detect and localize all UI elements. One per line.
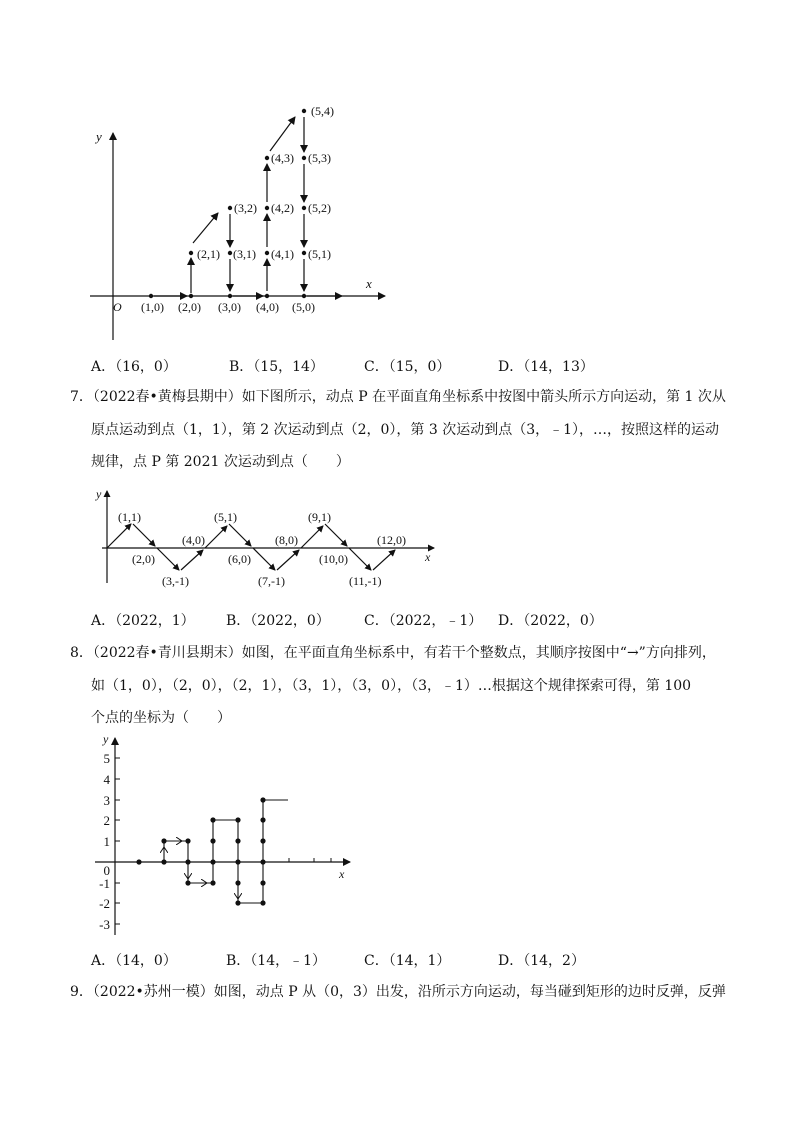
point-label: (7,-1) <box>258 574 285 588</box>
point-label: (8,0) <box>275 533 298 547</box>
option-b[interactable]: B．（14，﹣1） <box>226 953 327 969</box>
option-a[interactable]: A．（14，0） <box>91 953 177 969</box>
option-b[interactable]: B．（2022，0） <box>226 613 330 629</box>
point-label: (1,1) <box>118 510 141 524</box>
q8-line-2: 如（1，0），（2，0），（2，1），（3，1），（3，0），（3，﹣1）…根据这个规律探索可得，第 100 <box>91 678 692 694</box>
y-tick-label: -1 <box>99 876 110 891</box>
y-axis-label: y <box>96 129 102 144</box>
point-label: (5,3) <box>308 151 331 165</box>
option-c[interactable]: C．（14，1） <box>364 953 451 969</box>
y-tick-label: 4 <box>103 772 110 787</box>
q8-options <box>91 950 711 970</box>
point-label: (2,0) <box>132 552 155 566</box>
origin-label: O <box>113 300 122 314</box>
point-label: (5,2) <box>308 201 331 215</box>
x-axis-label: x <box>366 276 372 291</box>
option-d[interactable]: D．（14，13） <box>498 359 594 375</box>
y-axis-label: y <box>96 487 102 501</box>
y-tick-label: -2 <box>99 896 110 911</box>
point-label: (2,0) <box>178 300 201 314</box>
q9-line-1: 9．（2022•苏州一模）如图，动点 P 从（0，3）出发，沿所示方向运动，每当碰到矩形的边时反弹，反弹 <box>70 984 726 1000</box>
point-label: (9,1) <box>308 510 331 524</box>
point-label: (4,2) <box>271 201 294 215</box>
option-b[interactable]: B．（15，14） <box>229 359 324 375</box>
q7-line-2: 原点运动到点（1，1），第 2 次运动到点（2，0），第 3 次运动到点（3，﹣1），…，按照这样的运动 <box>91 422 720 438</box>
y-axis-label: y <box>103 732 109 746</box>
point-label: (6,0) <box>228 552 251 566</box>
option-c[interactable]: C．（15，0） <box>364 359 451 375</box>
figure-integer-points <box>85 730 360 940</box>
figure-staircase-points <box>80 95 400 345</box>
x-axis-label: x <box>425 550 431 564</box>
q8-line-1: 8．（2022春•青川县期末）如图，在平面直角坐标系中，有若干个整数点，其顺序按图中“→”方向排列， <box>70 645 716 661</box>
q7-options <box>91 610 711 630</box>
point-label: (4,0) <box>256 300 279 314</box>
point-label: (3,0) <box>218 300 241 314</box>
y-tick-label: -3 <box>99 917 110 932</box>
point-label: (4,1) <box>271 247 294 261</box>
q7-line-1: 7．（2022春•黄梅县期中）如下图所示，动点 P 在平面直角坐标系中按图中箭头所示方向运动，第 1 次从 <box>70 389 726 405</box>
point-label: (1,0) <box>141 300 164 314</box>
point-label: (4,0) <box>182 533 205 547</box>
point-label: (3,1) <box>233 247 256 261</box>
y-tick-label: 2 <box>103 813 110 828</box>
point-label: (4,3) <box>271 151 294 165</box>
option-d[interactable]: D．（2022，0） <box>498 613 603 629</box>
x-axis-label: x <box>339 867 345 881</box>
option-d[interactable]: D．（14，2） <box>498 953 585 969</box>
point-label: (5,4) <box>311 104 334 118</box>
q8-line-3: 个点的坐标为（ ） <box>91 710 231 726</box>
point-label: (2,1) <box>197 247 220 261</box>
q6-options <box>91 356 691 376</box>
y-tick-label: 1 <box>103 834 110 849</box>
y-tick-label: 0 <box>103 863 110 878</box>
point-label: (11,-1) <box>349 574 382 588</box>
point-label: (10,0) <box>319 552 348 566</box>
point-label: (5,1) <box>214 510 237 524</box>
point-label: (3,-1) <box>162 574 189 588</box>
option-a[interactable]: A．（16，0） <box>91 359 177 375</box>
y-tick-label: 3 <box>103 793 110 808</box>
q7-line-3: 规律，点 P 第 2021 次运动到点（ ） <box>91 454 350 470</box>
point-label: (3,2) <box>234 201 257 215</box>
option-a[interactable]: A．（2022，1） <box>91 613 195 629</box>
y-tick-label: 5 <box>103 751 110 766</box>
point-label: (5,0) <box>292 300 315 314</box>
option-c[interactable]: C．（2022，﹣1） <box>364 613 483 629</box>
figure-zigzag-path <box>92 483 442 593</box>
point-label: (12,0) <box>377 533 406 547</box>
point-label: (5,1) <box>308 247 331 261</box>
